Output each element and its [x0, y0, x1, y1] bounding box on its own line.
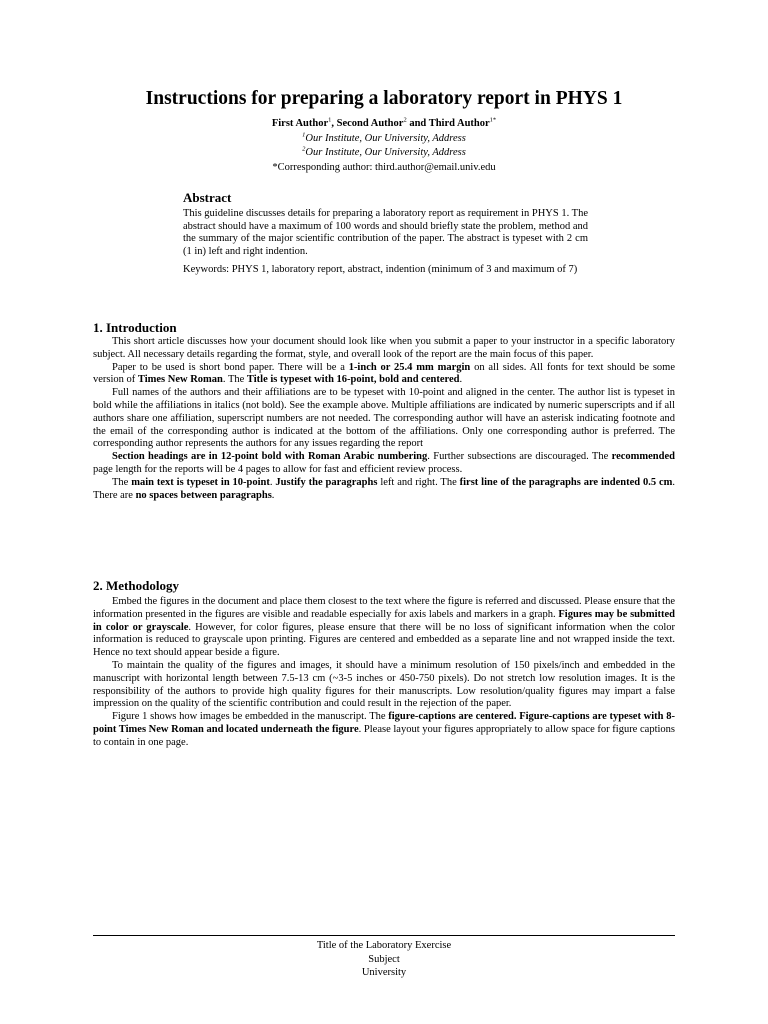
section-heading-methodology: 2. Methodology [93, 578, 179, 593]
author-second: Second Author [336, 118, 404, 129]
footer-subject: Subject [368, 953, 400, 965]
footer-exercise-title: Title of the Laboratory Exercise [316, 940, 452, 951]
page-footer [0, 939, 768, 980]
paper-title: Instructions for preparing a laboratory report in PHYS 1 [145, 88, 623, 109]
affiliation-2-text: Our Institute, Our University, Address [305, 147, 466, 158]
paragraph: Paper to be used is short bond paper. There will be a 1-inch or 25.4 mm margin on all sides. All fonts for text should be some version of Times New Roman. The Title is typeset with 16-point, bold and centered. [93, 361, 676, 386]
corresponding-author: *Corresponding author: third.author@email.univ.edu [272, 161, 496, 173]
affiliation-2-sup: 2 [302, 145, 306, 153]
paragraph: Embed the figures in the document and place them closest to the text where the figure is referred and discussed. Please ensure that the information presented in the figures are visible and readable especially for axis labels and markers in a graph. Figures may be submitted in color or grayscale. However, for color figures, please ensure that there will be no loss of significant information when the color information is reduced to grayscale upon printing. Figures are centered and embedded as a separate line and not wrapped inside the text. Hence no text should appear beside a figure. [93, 596, 676, 659]
introduction-body [93, 336, 675, 502]
paragraph: Section headings are in 12-point bold with Roman Arabic numbering. Further subsections are discouraged. The recommended page length for the reports will be 4 pages to allow for fast and efficient review process. [93, 451, 675, 475]
author-third: Third Author [428, 118, 490, 129]
paragraph: The main text is typeset in 10-point. Justify the paragraphs left and right. The first line of the paragraphs are indented 0.5 cm. There are no spaces between paragraphs. [93, 476, 676, 501]
methodology-body [93, 596, 675, 750]
author-separator: and [406, 118, 429, 129]
section-heading-introduction: 1. Introduction [93, 320, 177, 335]
abstract-text: This guideline discusses details for preparing a laboratory report as requirement in PHYS 1. The abstract should have a maximum of 100 words and should briefly state the problem, method and the summary of the major scientific contribution of the paper. The abstract is typeset with 2 cm (1 in) left and right indention. [183, 208, 588, 257]
author-first-sup: 1 [328, 116, 332, 124]
paragraph: To maintain the quality of the figures and images, it should have a minimum resolution of 150 pixels/inch and embedded in the manuscript with horizontal length between 7.5-13 cm (~3-5 inches or 450-750 pixels). Do not stretch low resolution images. It is the responsibility of the authors to provide high quality figures for their manuscripts. Low resolution/quality figures may impart a false impression on the quality of the scientific contribution and could result in the rejection of the paper. [93, 659, 675, 710]
abstract-heading: Abstract [183, 190, 232, 205]
author-first: First Author [271, 118, 329, 129]
keywords: Keywords: PHYS 1, laboratory report, abstract, indention (minimum of 3 and maximum of 7) [183, 264, 578, 276]
author-separator: , [331, 118, 337, 129]
author-third-sup [490, 117, 497, 124]
corresponding-mark: * [492, 116, 497, 124]
paragraph: This short article discusses how your document should look like when you submit a paper to your instructor in a specific laboratory subject. All necessary details regarding the format, style, and overall look of the report are the main focus of this paper. [93, 336, 675, 360]
abstract-section [183, 189, 588, 277]
affiliation-1-text: Our Institute, Our University, Address [305, 132, 466, 144]
footer-university: University [361, 967, 407, 978]
author-block [0, 117, 768, 175]
affiliation-2 [0, 146, 768, 161]
author-second-sup: 2 [403, 116, 407, 124]
author-list [0, 117, 768, 132]
author-third-sup-number: 1 [489, 116, 493, 124]
paragraph: Full names of the authors and their affiliations are to be typeset with 10-point and aligned in the center. The author list is typeset in bold while the affiliations in italics (not bold). See the example above. Multiple affiliations are indicated by numeric superscripts and if all authors share one affiliation, superscript numbers are not needed. The corresponding author will have an asterisk indicating footnote and the email of the corresponding author is indicated at the bottom of the affiliations. Only one corresponding author is preferred. The corresponding author represents the authors for any issues regarding the report [93, 387, 675, 450]
footer-divider [93, 935, 675, 936]
affiliation-1 [0, 132, 768, 147]
affiliation-1-sup: 1 [302, 131, 306, 138]
paragraph: Figure 1 shows how images be embedded in the manuscript. The figure-captions are centered. Figure-captions are typeset with 8-point Times New Roman and located underneath the figure. Please layout your figures appropriately to allow space for figure captions to contain in one page. [93, 711, 675, 748]
